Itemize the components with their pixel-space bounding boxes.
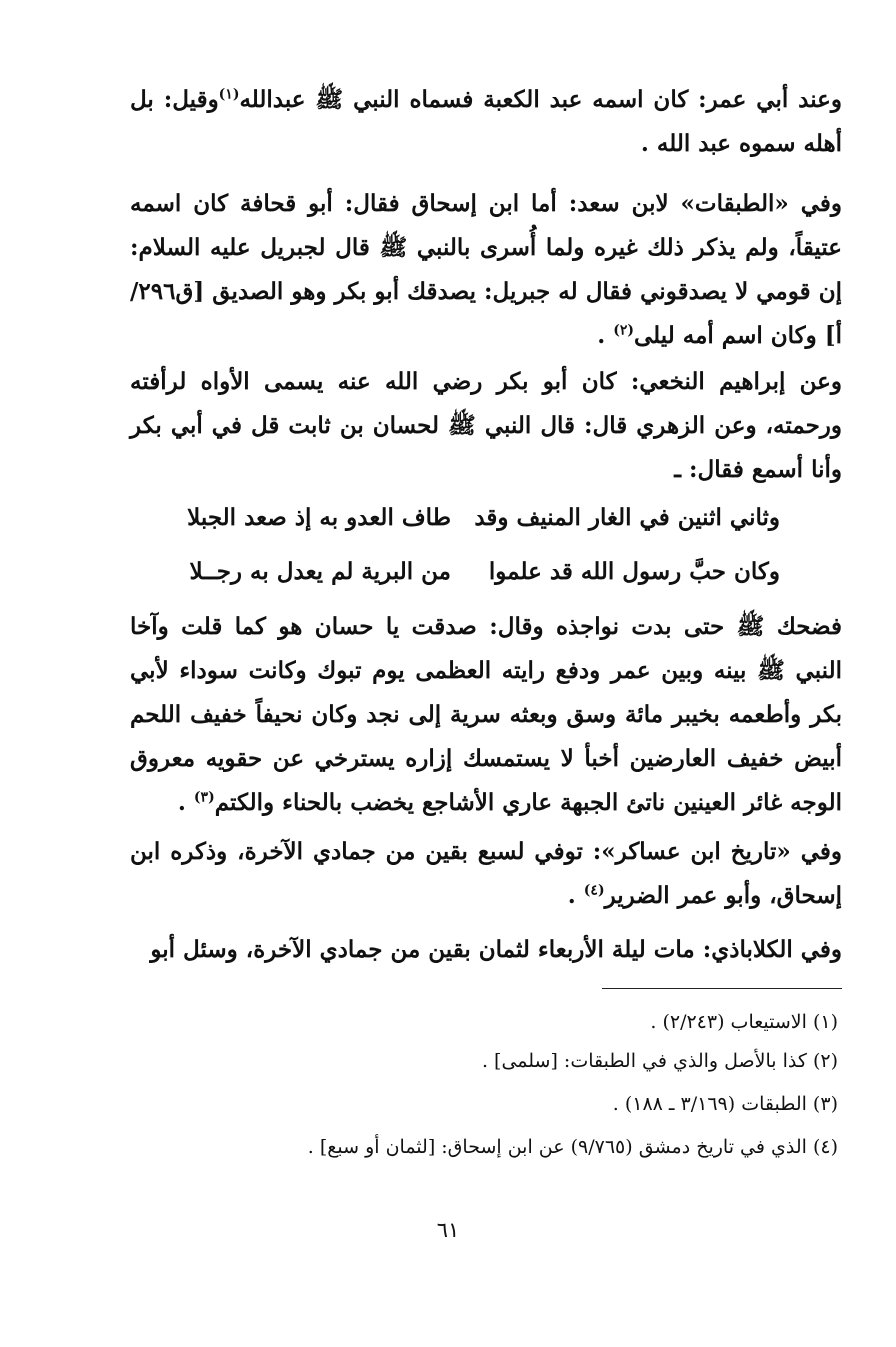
page-number: ٦١ [436, 1218, 460, 1242]
verse-line-2-second-hemistich: من البرية لم يعدل به رجــلا [189, 558, 451, 585]
paragraph-text: وعن إبراهيم النخعي: كان أبو بكر رضي الله عنه يسمى الأواه لرأفته ورحمته، وعن الزهري قال: قال النبي ﷺ لحسان بن ثابت قل في أبي بكر وأنا أسمع فقال: ـ [130, 368, 842, 483]
paragraph-nakhai [130, 360, 842, 492]
verse-line-2-first-hemistich: وكان حبَّ رسول الله قد علموا [488, 558, 780, 585]
footnote-2: (٢) كذا بالأصل والذي في الطبقات: [سلمى] . [481, 1050, 838, 1072]
paragraph-tabaqat [130, 182, 842, 358]
paragraph-description [130, 605, 842, 825]
paragraph-text: . [567, 882, 584, 909]
footnote-4: (٤) الذي في تاريخ دمشق (٩/٧٦٥) عن ابن إسحاق: [لثمان أو سبع] . [307, 1136, 838, 1158]
paragraph-text: فضحك ﷺ حتى بدت نواجذه وقال: صدقت يا حسان هو كما قلت وآخا النبي ﷺ بينه وبين عمر ودفع رايته العظمى يوم تبوك وكانت سوداء لأبي بكر وأطعمه بخيبر مائة وسق وبعثه سرية إلى نجد وكان نحيفاً خفيف اللحم أبيض خفيف العارضين أخبأ لا يستمسك إزاره يسترخي عن حقويه معروق الوجه غائر العينين ناتئ الجبهة عاري الأشاجع يخضب بالحناء والكتم [130, 613, 842, 816]
paragraph-abu-umar [130, 78, 842, 166]
verse-line-1-first-hemistich: وثاني اثنين في الغار المنيف وقد [474, 504, 780, 531]
paragraph-ibn-asakir [130, 830, 842, 918]
paragraph-text: وقيل: بل أهله سموه عبد الله . [130, 86, 842, 157]
paragraph-text: . [177, 789, 194, 816]
footnote-separator [602, 988, 842, 989]
paragraph-text: لابن سعد: أما ابن إسحاق فقال: أبو قحافة كان اسمه عتيقاً، ولم يذكر ذلك غيره ولما أُسرى بالنبي ﷺ قال لجبريل عليه السلام: إن قومي لا يصدقوني فقال له جبريل: يصدقك أبو بكر وهو الصديق [ق٢٩٦/أ] وكان اسم أمه ليلى [130, 190, 842, 349]
footnote-ref-2: (٢) [613, 322, 634, 339]
paragraph-text: وعند أبي عمر: كان اسمه عبد الكعبة فسماه النبي ﷺ عبدالله [239, 86, 842, 113]
paragraph-kalabadhi [130, 928, 842, 972]
paragraph-text: وفي «تاريخ ابن عساكر»: توفي لسبع بقين من جمادي الآخرة، وذكره ابن إسحاق، وأبو عمر الضرير [130, 838, 842, 909]
paragraph-text: وفي الكلاباذي: مات ليلة الأربعاء لثمان بقين من جمادي الآخرة، وسئل أبو [150, 936, 842, 963]
footnote-3: (٣) الطبقات (٣/١٦٩ ـ ١٨٨) . [612, 1093, 838, 1115]
paragraph-text: . [597, 322, 614, 349]
verse-line-1-second-hemistich: طاف العدو به إذ صعد الجبلا [187, 504, 451, 531]
paragraph-bold-lead: وفي «الطبقات» [680, 190, 843, 217]
footnote-ref-4: (٤) [583, 882, 605, 899]
footnote-1: (١) الاستيعاب (٢/٢٤٣) . [650, 1011, 838, 1033]
footnote-ref-1: (١) [218, 86, 240, 103]
footnote-ref-3: (٣) [193, 789, 215, 806]
